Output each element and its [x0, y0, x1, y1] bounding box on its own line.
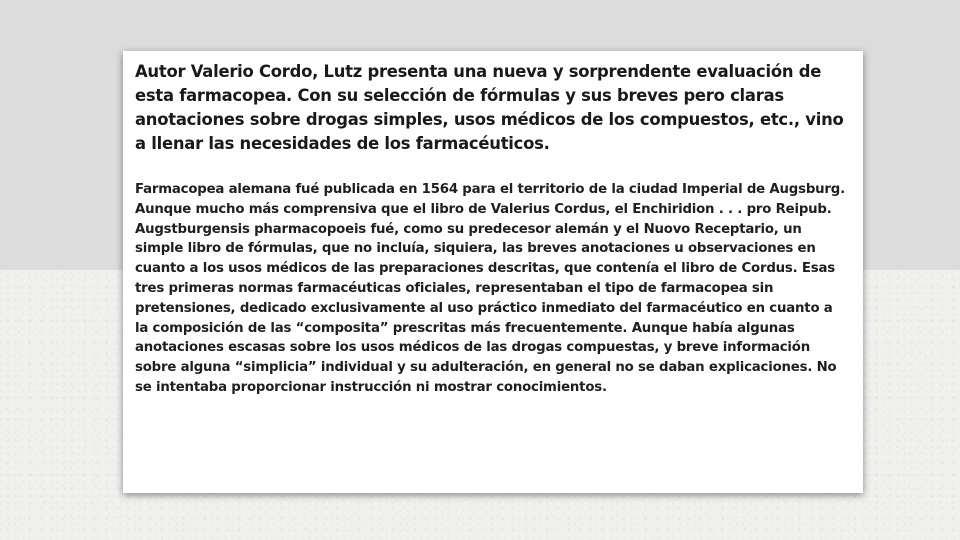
- lead-paragraph: Autor Valerio Cordo, Lutz presenta una nueva y sorprendente evaluación de esta farmacopea. Con su selección de fórmulas y sus breves pero claras anotaciones sobre drogas simples, usos médicos de los compuestos, etc., vino a llenar las necesidades de los farmacéuticos.: [135, 62, 844, 153]
- text-card: [123, 51, 863, 493]
- body-paragraph: Farmacopea alemana fué publicada en 1564 para el territorio de la ciudad Imperial de Augsburg. Aunque mucho más comprensiva que el libro de Valerius Cordus, el Enchiridion . . . pro Reipub. Augstburgensis pharmacopoeis fué, como su predecesor alemán y el Nuovo Receptario, un simple libro de fórmulas, que no incluía, siquiera, las breves anotaciones u observaciones en cuanto a los usos médicos de las preparaciones descritas, que contenía el libro de Cordus. Esas tres primeras normas farmacéuticas oficiales, representaban el tipo de farmacopea sin pretensiones, dedicado exclusivamente al uso práctico inmediato del farmacéutico en cuanto a la composición de las “composita” prescritas más frecuentemente. Aunque había algunas anotaciones escasas sobre los usos médicos de las drogas compuestas, y breve información sobre alguna “simplicia” individual y su adulteración, en general no se daban explicaciones. No se intentaba proporcionar instrucción ni mostrar conocimientos.: [135, 182, 845, 395]
